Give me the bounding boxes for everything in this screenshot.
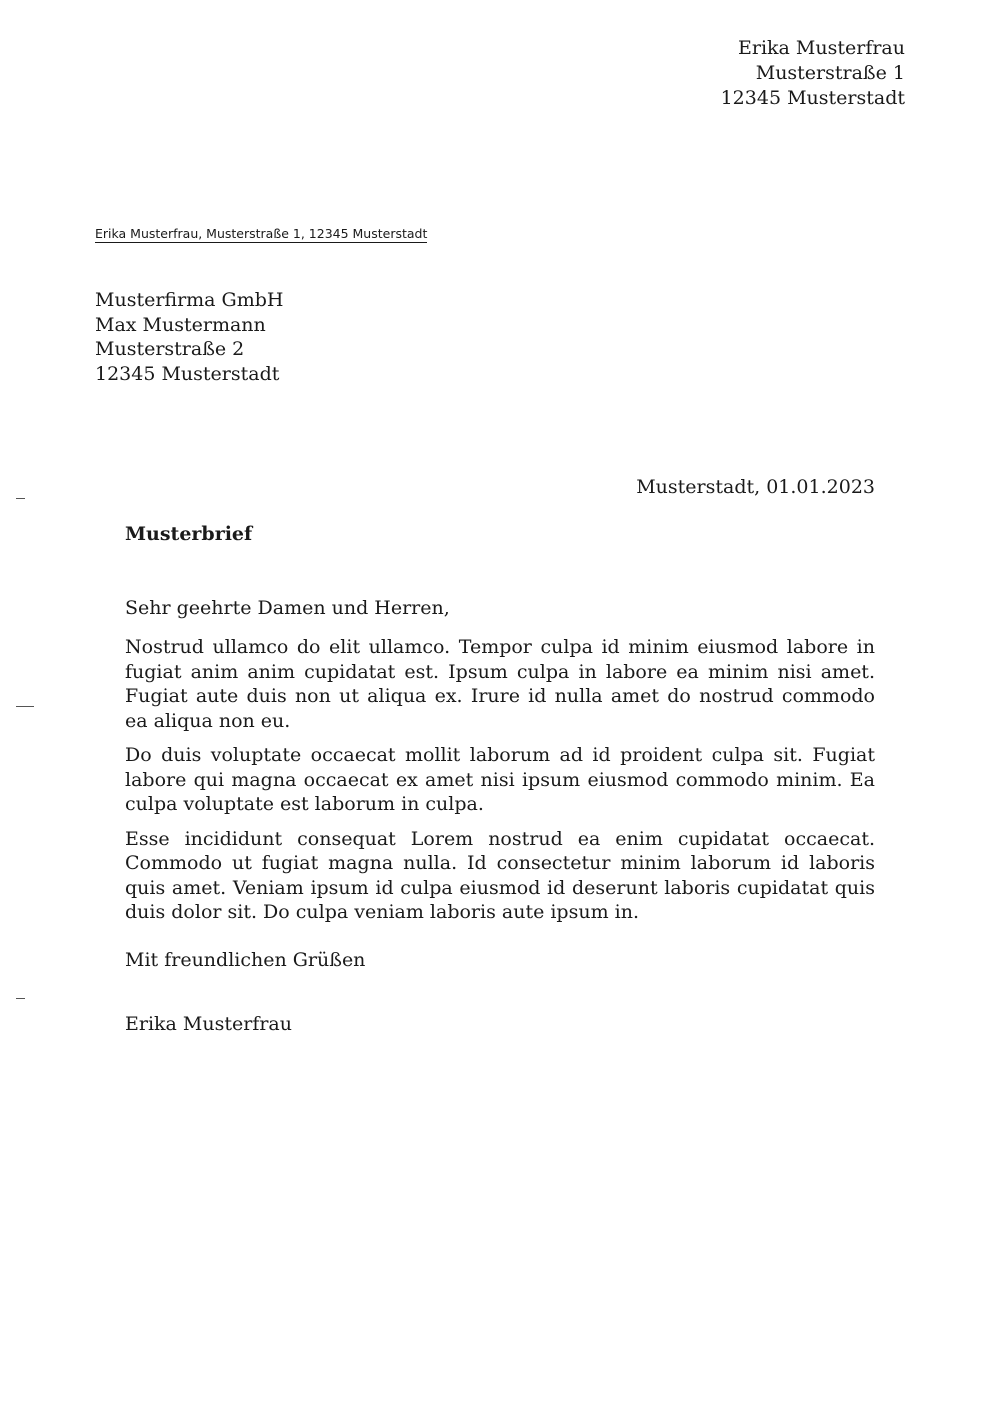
sender-city: 12345 Musterstadt — [720, 87, 905, 109]
recipient-person: Max Mustermann — [95, 313, 266, 336]
fold-mark-top — [16, 498, 25, 499]
recipient-company: Musterfirma GmbH — [95, 289, 284, 311]
recipient-city: 12345 Musterstadt — [95, 362, 280, 385]
closing-phrase: Mit freundlichen Grüßen — [125, 948, 366, 971]
letter-body — [125, 522, 875, 1037]
sender-address-block — [721, 36, 905, 111]
sender-street: Musterstraße 1 — [755, 62, 905, 84]
body-paragraph-3: Esse incididunt consequat Lorem nostrud ea enim cupidatat occaecat. Commodo ut fugiat magna nulla. Id consectetur minim laborum id laboris quis amet. Veniam ipsum id culpa eiusmod id deserunt laboris cupidatat quis duis dolor sit. Do culpa veniam laboris aute ipsum in. — [125, 827, 875, 923]
sender-name: Erika Musterfrau — [738, 37, 905, 59]
place-date-line: Musterstadt, 01.01.2023 — [636, 476, 875, 498]
body-paragraph-1: Nostrud ullamco do elit ullamco. Tempor culpa id minim eiusmod labore in fugiat anim anim cupidatat est. Ipsum culpa in labore ea minim nisi amet. Fugiat aute duis non ut aliqua ex. Irure id nulla amet do nostrud commodo ea aliqua non eu. — [125, 636, 875, 732]
letter-subject: Musterbrief — [125, 523, 253, 545]
recipient-street: Musterstraße 2 — [95, 338, 245, 360]
return-address-line: Erika Musterfrau, Musterstraße 1, 12345 Musterstadt — [95, 226, 428, 241]
fold-mark-bottom — [16, 998, 25, 999]
punch-hole-mark — [16, 706, 34, 707]
salutation: Sehr geehrte Damen und Herren, — [125, 596, 450, 619]
signature-name: Erika Musterfrau — [125, 1013, 292, 1035]
body-paragraph-2: Do duis voluptate occaecat mollit laborum ad id proident culpa sit. Fugiat labore qui magna occaecat ex amet nisi ipsum eiusmod commodo minim. Ea culpa voluptate est laborum in culpa. — [125, 744, 875, 815]
recipient-address-block — [95, 288, 283, 386]
